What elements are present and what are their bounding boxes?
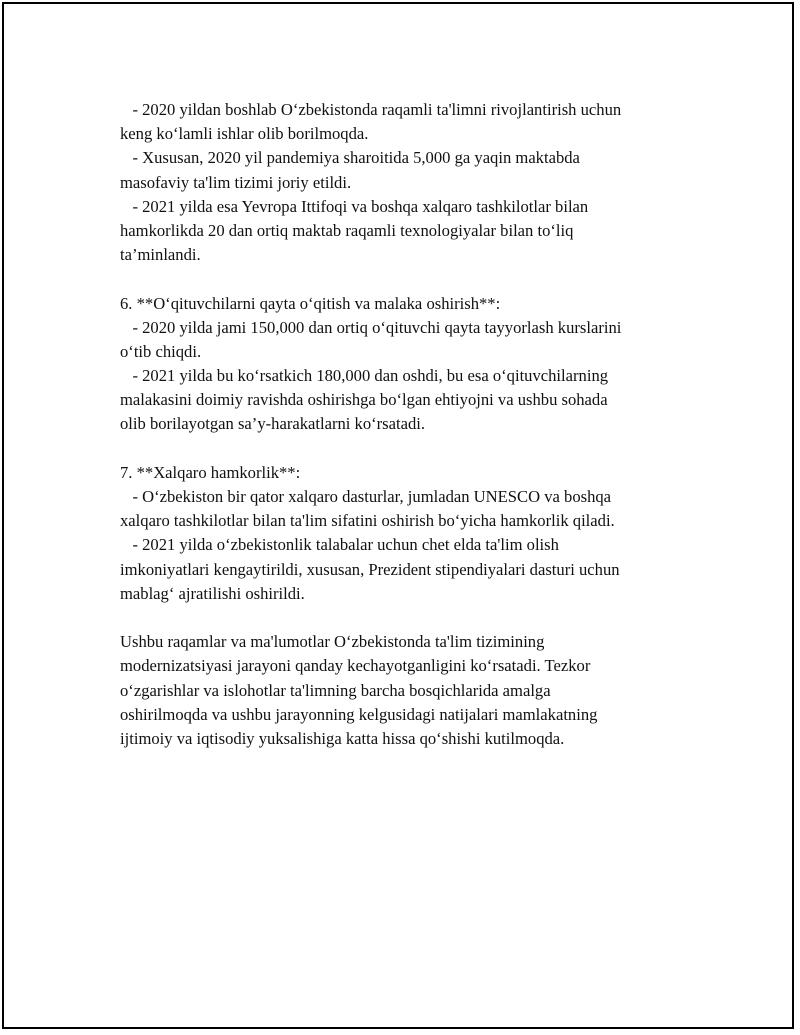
text-line: - 2021 yilda bu ko‘rsatkich 180,000 dan oshdi, bu esa o‘qituvchilarning [120,366,609,386]
text-line: - 2020 yilda jami 150,000 dan ortiq o‘qituvchi qayta tayyorlash kurslarini [120,317,622,337]
page-frame [2,2,794,1029]
text-line: - 2021 yilda esa Yevropa Ittifoqi va boshqa xalqaro tashkilotlar bilan [120,196,589,216]
text-line: ta’minlandi. [120,245,201,265]
text-line: - O‘zbekiston bir qator xalqaro dasturlar, jumladan UNESCO va boshqa [120,487,612,506]
text-line: Ushbu raqamlar va ma'lumotlar O‘zbekistonda ta'lim tizimining [120,632,545,652]
text-line: malakasini doimiy ravishda oshirishga bo‘lgan ehtiyojni va ushbu sohada [120,390,608,410]
text-line: xalqaro tashkilotlar bilan ta'lim sifatini oshirish bo‘yicha hamkorlik qiladi. [120,511,615,531]
paragraph [120,292,700,437]
text-line: 6. **O‘qituvchilarni qayta o‘qitish va malaka oshirish**: [120,293,501,313]
text-line: modernizatsiyasi jarayoni qanday kechayotganligini ko‘rsatadi. Tezkor [120,656,591,676]
text-line: masofaviy ta'lim tizimi joriy etildi. [120,172,352,192]
paragraph-spacer [120,606,700,630]
text-line: 7. **Xalqaro hamkorlik**: [120,462,301,482]
text-line: - 2021 yilda o‘zbekistonlik talabalar uchun chet elda ta'lim olish [120,535,559,555]
paragraph [120,630,700,751]
text-line: olib borilayotgan sa’y-harakatlarni ko‘rsatadi. [120,414,426,434]
text-line: - 2020 yildan boshlab O‘zbekistonda raqamli ta'limni rivojlantirish uchun [120,100,622,119]
text-line: oshirilmoqda va ushbu jarayonning kelgusidagi natijalari mamlakatning [120,704,598,724]
paragraph-spacer [120,437,700,461]
paragraph [120,98,700,267]
text-line: o‘zgarishlar va islohotlar ta'limning barcha bosqichlarida amalga [120,680,551,700]
document-body [120,98,700,751]
text-line: keng ko‘lamli ishlar olib borilmoqda. [120,124,369,144]
text-line: hamkorlikda 20 dan ortiq maktab raqamli texnologiyalar bilan to‘liq [120,220,574,240]
text-line: ijtimoiy va iqtisodiy yuksalishiga katta hissa qo‘shishi kutilmoqda. [120,728,565,748]
text-line: - Xususan, 2020 yil pandemiya sharoitida 5,000 ga yaqin maktabda [120,148,580,168]
text-line: imkoniyatlari kengaytirildi, xususan, Prezident stipendiyalari dasturi uchun [120,559,620,579]
text-line: mablag‘ ajratilishi oshirildi. [120,583,305,603]
text-line: o‘tib chiqdi. [120,341,202,361]
paragraph [120,461,700,606]
paragraph-spacer [120,267,700,291]
